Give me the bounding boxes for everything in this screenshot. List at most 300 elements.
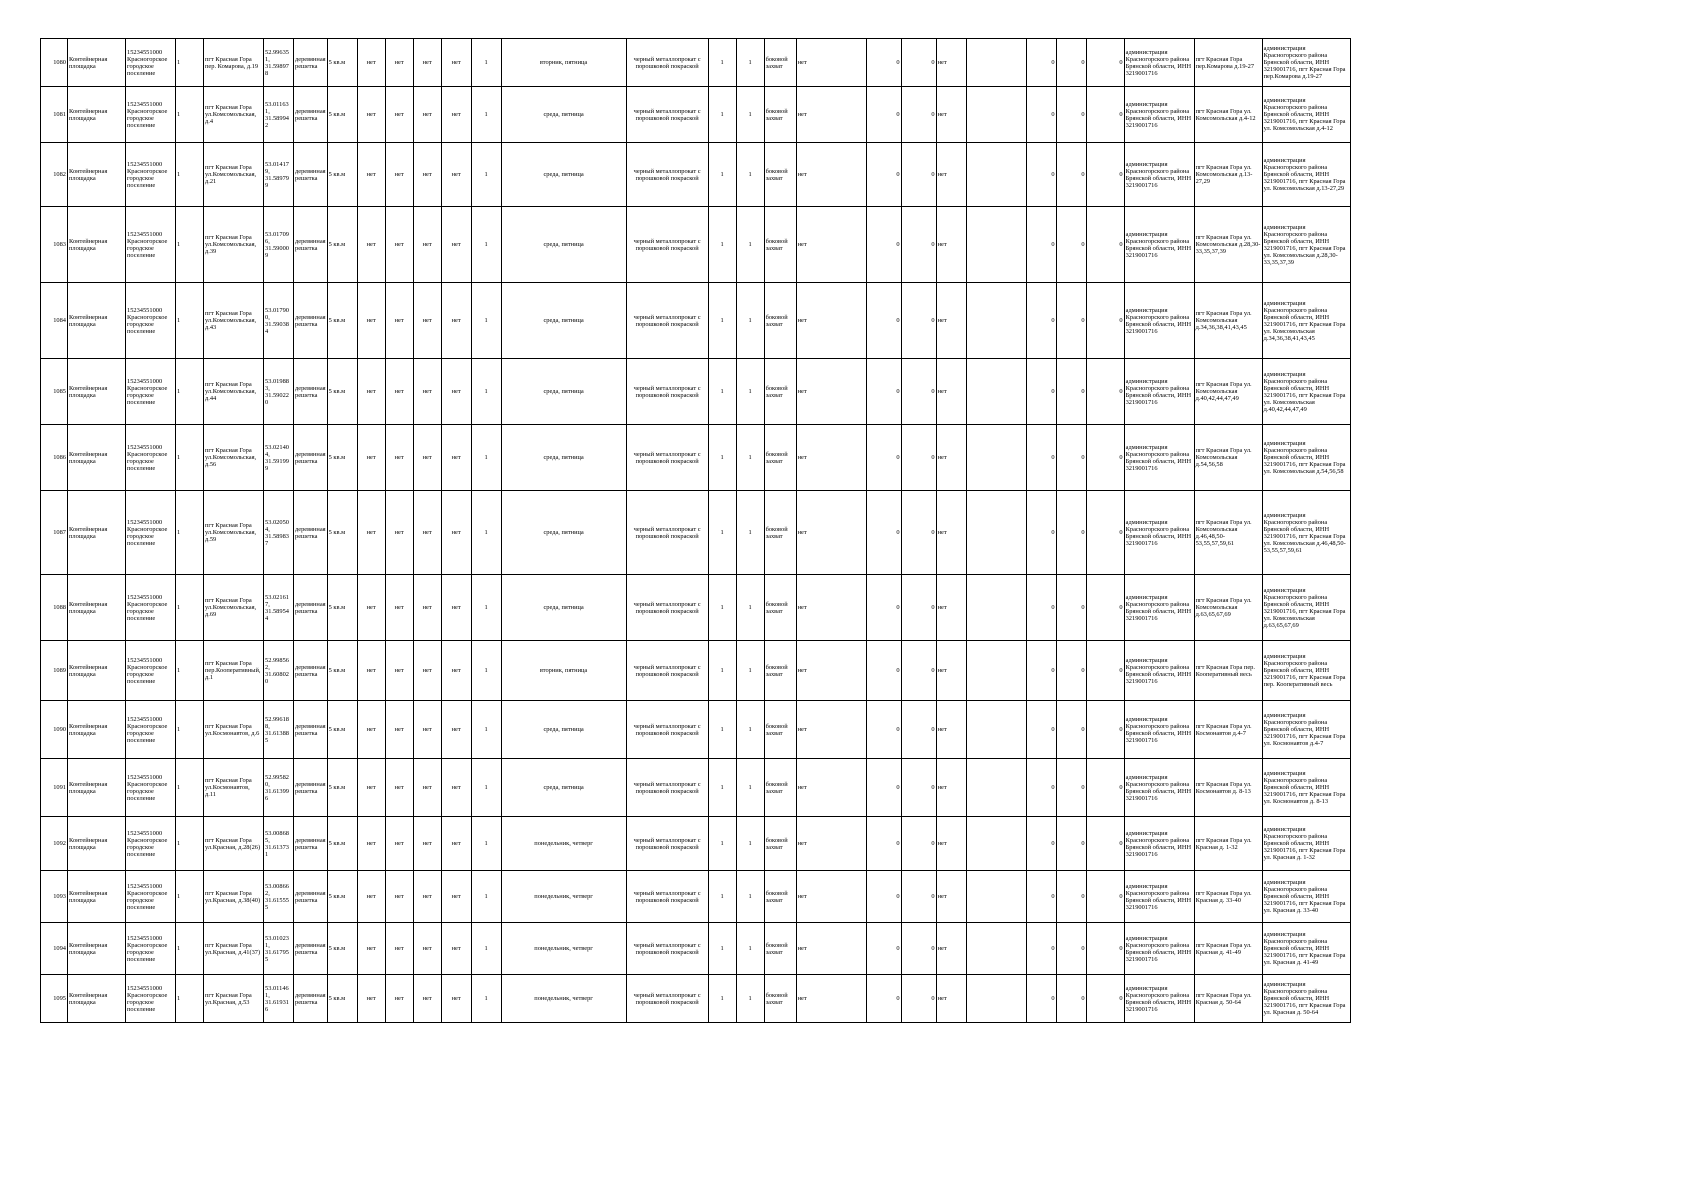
owner-and-sources: администрация Красногорского района Брянской области, ИНН 3219001716, пгт Красная Гора ул. Комсомольская д.54,56,58: [1262, 425, 1350, 491]
loading-type: боковой захват: [764, 87, 796, 143]
coordinates: 53.02161 7, 31.58954 4: [264, 575, 294, 641]
zero-cell: 0: [901, 283, 936, 359]
flag-cell: нет: [936, 87, 966, 143]
flag-cell: нет: [796, 359, 866, 425]
coordinates: 53.02140 4, 31.59199 9: [264, 425, 294, 491]
flag-cell: нет: [441, 923, 471, 975]
volume-cell: 1: [708, 701, 736, 759]
site-type: Контейнерная площадка: [68, 641, 126, 701]
volume-cell: 1: [736, 425, 764, 491]
waste-sources: пгт Красная Гора ул. Красная д. 33-40: [1194, 871, 1262, 923]
zero-cell: 0: [1086, 143, 1124, 207]
flag-cell: нет: [441, 575, 471, 641]
coordinates: 53.00868 5, 31.61373 1: [264, 817, 294, 871]
site-owner: администрация Красногорского района Брянской области, ИНН 3219001716: [1124, 207, 1194, 283]
surface-type: деревянная решетка: [294, 283, 328, 359]
site-address: пгт Красная Гора пер. Комарова, д.19: [204, 39, 264, 87]
volume-cell: 1: [708, 143, 736, 207]
loading-type: боковой захват: [764, 641, 796, 701]
site-address: пгт Красная Гора ул.Комсомольская, д.4: [204, 87, 264, 143]
container-count: 1: [471, 701, 501, 759]
coordinates: 53.01790 0, 31.59038 4: [264, 283, 294, 359]
flag-cell: нет: [441, 87, 471, 143]
municipality: 15234551000 Красногорское городское поселение: [126, 283, 176, 359]
area: 5 кв.м: [327, 425, 357, 491]
coordinates: 53.00866 2, 31.61555 5: [264, 871, 294, 923]
zero-cell: 0: [866, 701, 901, 759]
loading-type: боковой захват: [764, 283, 796, 359]
flag-cell: нет: [413, 491, 441, 575]
zero-cell: 0: [866, 817, 901, 871]
zero-cell: 0: [1086, 39, 1124, 87]
volume-cell: 1: [708, 641, 736, 701]
zero-cell: 0: [1026, 87, 1056, 143]
flag-cell: нет: [385, 283, 413, 359]
table-row: [41, 759, 1351, 817]
zero-cell: 0: [866, 923, 901, 975]
zero-cell: 0: [901, 641, 936, 701]
container-material: черный металлопрокат с порошковой покраской: [626, 817, 708, 871]
count-cell: 1: [176, 759, 204, 817]
surface-type: деревянная решетка: [294, 701, 328, 759]
volume-cell: 1: [708, 759, 736, 817]
municipality: 15234551000 Красногорское городское поселение: [126, 207, 176, 283]
coordinates: 53.01988 3, 31.59022 0: [264, 359, 294, 425]
collection-days: вторник, пятница: [501, 39, 626, 87]
container-count: 1: [471, 759, 501, 817]
volume-cell: 1: [708, 975, 736, 1023]
site-address: пгт Красная Гора пер.Кооперативный, д.1: [204, 641, 264, 701]
owner-and-sources: администрация Красногорского района Брянской области, ИНН 3219001716, пгт Красная Гора ул. Комсомольская д.13-27,29: [1262, 143, 1350, 207]
flag-cell: нет: [385, 359, 413, 425]
row-number: 1090: [41, 701, 68, 759]
flag-cell: нет: [385, 39, 413, 87]
row-number: 1087: [41, 491, 68, 575]
registry-rows: [41, 39, 1351, 1023]
area: 5 кв.м: [327, 817, 357, 871]
zero-cell: 0: [866, 283, 901, 359]
surface-type: деревянная решетка: [294, 923, 328, 975]
table-row: [41, 143, 1351, 207]
row-number: 1085: [41, 359, 68, 425]
site-owner: администрация Красногорского района Брянской области, ИНН 3219001716: [1124, 359, 1194, 425]
zero-cell: 0: [1086, 759, 1124, 817]
flag-cell: нет: [385, 87, 413, 143]
row-number: 1088: [41, 575, 68, 641]
area: 5 кв.м: [327, 87, 357, 143]
zero-cell: 0: [901, 975, 936, 1023]
municipality: 15234551000 Красногорское городское поселение: [126, 425, 176, 491]
flag-cell: нет: [413, 87, 441, 143]
site-address: пгт Красная Гора ул.Космонавтов, д.11: [204, 759, 264, 817]
container-count: 1: [471, 575, 501, 641]
site-address: пгт Красная Гора ул.Красная, д.53: [204, 975, 264, 1023]
flag-cell: нет: [936, 425, 966, 491]
area: 5 кв.м: [327, 359, 357, 425]
area: 5 кв.м: [327, 39, 357, 87]
loading-type: боковой захват: [764, 575, 796, 641]
zero-cell: 0: [1056, 871, 1086, 923]
surface-type: деревянная решетка: [294, 425, 328, 491]
flag-cell: нет: [385, 575, 413, 641]
flag-cell: нет: [936, 759, 966, 817]
row-number: 1084: [41, 283, 68, 359]
flag-cell: нет: [357, 759, 385, 817]
container-count: 1: [471, 425, 501, 491]
zero-cell: 0: [1056, 641, 1086, 701]
municipality: 15234551000 Красногорское городское поселение: [126, 491, 176, 575]
count-cell: 1: [176, 923, 204, 975]
zero-cell: 0: [1026, 975, 1056, 1023]
registry-table: [40, 38, 1351, 1023]
flag-cell: нет: [936, 39, 966, 87]
zero-cell: 0: [1026, 575, 1056, 641]
loading-type: боковой захват: [764, 207, 796, 283]
flag-cell: нет: [796, 283, 866, 359]
site-owner: администрация Красногорского района Брянской области, ИНН 3219001716: [1124, 491, 1194, 575]
site-owner: администрация Красногорского района Брянской области, ИНН 3219001716: [1124, 701, 1194, 759]
empty-cell: [966, 425, 1026, 491]
waste-sources: пгт Красная Гора ул. Комсомольская д.63,65,67,69: [1194, 575, 1262, 641]
container-count: 1: [471, 283, 501, 359]
flag-cell: нет: [357, 701, 385, 759]
flag-cell: нет: [796, 759, 866, 817]
flag-cell: нет: [385, 871, 413, 923]
municipality: 15234551000 Красногорское городское поселение: [126, 39, 176, 87]
container-count: 1: [471, 975, 501, 1023]
container-material: черный металлопрокат с порошковой покраской: [626, 871, 708, 923]
collection-days: среда, пятница: [501, 283, 626, 359]
site-type: Контейнерная площадка: [68, 871, 126, 923]
flag-cell: нет: [357, 143, 385, 207]
flag-cell: нет: [936, 641, 966, 701]
container-count: 1: [471, 641, 501, 701]
collection-days: среда, пятница: [501, 87, 626, 143]
table-row: [41, 701, 1351, 759]
volume-cell: 1: [736, 283, 764, 359]
container-material: черный металлопрокат с порошковой покраской: [626, 143, 708, 207]
container-material: черный металлопрокат с порошковой покраской: [626, 425, 708, 491]
surface-type: деревянная решетка: [294, 575, 328, 641]
zero-cell: 0: [1086, 283, 1124, 359]
volume-cell: 1: [708, 207, 736, 283]
owner-and-sources: администрация Красногорского района Брянской области, ИНН 3219001716, пгт Красная Гора пер.Комарова д.19-27: [1262, 39, 1350, 87]
zero-cell: 0: [1026, 359, 1056, 425]
zero-cell: 0: [1056, 283, 1086, 359]
zero-cell: 0: [866, 425, 901, 491]
collection-days: среда, пятница: [501, 759, 626, 817]
zero-cell: 0: [1026, 923, 1056, 975]
container-material: черный металлопрокат с порошковой покраской: [626, 283, 708, 359]
volume-cell: 1: [736, 923, 764, 975]
empty-cell: [966, 143, 1026, 207]
flag-cell: нет: [796, 871, 866, 923]
site-owner: администрация Красногорского района Брянской области, ИНН 3219001716: [1124, 641, 1194, 701]
count-cell: 1: [176, 871, 204, 923]
municipality: 15234551000 Красногорское городское поселение: [126, 575, 176, 641]
site-owner: администрация Красногорского района Брянской области, ИНН 3219001716: [1124, 425, 1194, 491]
zero-cell: 0: [866, 143, 901, 207]
flag-cell: нет: [385, 975, 413, 1023]
site-address: пгт Красная Гора ул.Комсомольская, д.69: [204, 575, 264, 641]
site-owner: администрация Красногорского района Брянской области, ИНН 3219001716: [1124, 143, 1194, 207]
count-cell: 1: [176, 283, 204, 359]
volume-cell: 1: [708, 491, 736, 575]
zero-cell: 0: [1056, 39, 1086, 87]
collection-days: среда, пятница: [501, 207, 626, 283]
container-count: 1: [471, 871, 501, 923]
flag-cell: нет: [441, 817, 471, 871]
empty-cell: [966, 39, 1026, 87]
flag-cell: нет: [385, 425, 413, 491]
loading-type: боковой захват: [764, 701, 796, 759]
count-cell: 1: [176, 87, 204, 143]
zero-cell: 0: [901, 575, 936, 641]
row-number: 1094: [41, 923, 68, 975]
collection-days: понедельник, четверг: [501, 923, 626, 975]
table-row: [41, 87, 1351, 143]
waste-sources: пгт Красная Гора ул. Красная д. 50-64: [1194, 975, 1262, 1023]
loading-type: боковой захват: [764, 871, 796, 923]
site-address: пгт Красная Гора ул.Красная, д.28(26): [204, 817, 264, 871]
zero-cell: 0: [1056, 143, 1086, 207]
waste-sources: пгт Красная Гора ул. Комсомольская д.28,30-33,35,37,39: [1194, 207, 1262, 283]
site-owner: администрация Красногорского района Брянской области, ИНН 3219001716: [1124, 87, 1194, 143]
area: 5 кв.м: [327, 207, 357, 283]
empty-cell: [966, 975, 1026, 1023]
municipality: 15234551000 Красногорское городское поселение: [126, 975, 176, 1023]
flag-cell: нет: [796, 975, 866, 1023]
flag-cell: нет: [357, 207, 385, 283]
container-material: черный металлопрокат с порошковой покраской: [626, 359, 708, 425]
container-count: 1: [471, 87, 501, 143]
zero-cell: 0: [1086, 923, 1124, 975]
table-row: [41, 207, 1351, 283]
zero-cell: 0: [1026, 143, 1056, 207]
collection-days: понедельник, четверг: [501, 975, 626, 1023]
container-count: 1: [471, 39, 501, 87]
row-number: 1080: [41, 39, 68, 87]
site-address: пгт Красная Гора ул.Комсомольская, д.39: [204, 207, 264, 283]
flag-cell: нет: [357, 39, 385, 87]
zero-cell: 0: [1026, 701, 1056, 759]
site-type: Контейнерная площадка: [68, 975, 126, 1023]
surface-type: деревянная решетка: [294, 143, 328, 207]
zero-cell: 0: [866, 39, 901, 87]
flag-cell: нет: [936, 283, 966, 359]
zero-cell: 0: [1026, 871, 1056, 923]
coordinates: 53.01163 1, 31.58994 2: [264, 87, 294, 143]
municipality: 15234551000 Красногорское городское поселение: [126, 359, 176, 425]
container-count: 1: [471, 491, 501, 575]
row-number: 1095: [41, 975, 68, 1023]
zero-cell: 0: [1026, 641, 1056, 701]
municipality: 15234551000 Красногорское городское поселение: [126, 87, 176, 143]
container-material: черный металлопрокат с порошковой покраской: [626, 701, 708, 759]
zero-cell: 0: [1026, 283, 1056, 359]
collection-days: среда, пятница: [501, 701, 626, 759]
flag-cell: нет: [413, 143, 441, 207]
zero-cell: 0: [1056, 425, 1086, 491]
flag-cell: нет: [413, 425, 441, 491]
loading-type: боковой захват: [764, 923, 796, 975]
volume-cell: 1: [736, 207, 764, 283]
zero-cell: 0: [1056, 923, 1086, 975]
area: 5 кв.м: [327, 701, 357, 759]
surface-type: деревянная решетка: [294, 207, 328, 283]
flag-cell: нет: [413, 641, 441, 701]
coordinates: 52.99635 1, 31.59897 8: [264, 39, 294, 87]
flag-cell: нет: [413, 975, 441, 1023]
flag-cell: нет: [936, 975, 966, 1023]
flag-cell: нет: [796, 207, 866, 283]
container-count: 1: [471, 923, 501, 975]
flag-cell: нет: [357, 871, 385, 923]
coordinates: 53.01146 1, 31.61931 6: [264, 975, 294, 1023]
collection-days: среда, пятница: [501, 491, 626, 575]
flag-cell: нет: [413, 871, 441, 923]
flag-cell: нет: [385, 817, 413, 871]
flag-cell: нет: [796, 425, 866, 491]
owner-and-sources: администрация Красногорского района Брянской области, ИНН 3219001716, пгт Красная Гора ул. Красная д. 50-64: [1262, 975, 1350, 1023]
flag-cell: нет: [441, 491, 471, 575]
container-count: 1: [471, 207, 501, 283]
surface-type: деревянная решетка: [294, 759, 328, 817]
count-cell: 1: [176, 975, 204, 1023]
flag-cell: нет: [441, 425, 471, 491]
volume-cell: 1: [708, 923, 736, 975]
zero-cell: 0: [901, 759, 936, 817]
surface-type: деревянная решетка: [294, 871, 328, 923]
coordinates: 52.99582 0, 31.61399 6: [264, 759, 294, 817]
zero-cell: 0: [1086, 641, 1124, 701]
zero-cell: 0: [866, 491, 901, 575]
empty-cell: [966, 359, 1026, 425]
container-material: черный металлопрокат с порошковой покраской: [626, 39, 708, 87]
flag-cell: нет: [441, 39, 471, 87]
flag-cell: нет: [936, 491, 966, 575]
empty-cell: [966, 871, 1026, 923]
municipality: 15234551000 Красногорское городское поселение: [126, 871, 176, 923]
flag-cell: нет: [936, 701, 966, 759]
owner-and-sources: администрация Красногорского района Брянской области, ИНН 3219001716, пгт Красная Гора пер. Кооперативный весь: [1262, 641, 1350, 701]
count-cell: 1: [176, 359, 204, 425]
count-cell: 1: [176, 39, 204, 87]
zero-cell: 0: [1056, 207, 1086, 283]
count-cell: 1: [176, 143, 204, 207]
area: 5 кв.м: [327, 871, 357, 923]
flag-cell: нет: [357, 359, 385, 425]
zero-cell: 0: [1056, 975, 1086, 1023]
owner-and-sources: администрация Красногорского района Брянской области, ИНН 3219001716, пгт Красная Гора ул. Комсомольская д.40,42,44,47,49: [1262, 359, 1350, 425]
container-material: черный металлопрокат с порошковой покраской: [626, 759, 708, 817]
empty-cell: [966, 207, 1026, 283]
volume-cell: 1: [736, 759, 764, 817]
empty-cell: [966, 87, 1026, 143]
zero-cell: 0: [901, 923, 936, 975]
count-cell: 1: [176, 701, 204, 759]
empty-cell: [966, 817, 1026, 871]
row-number: 1082: [41, 143, 68, 207]
site-owner: администрация Красногорского района Брянской области, ИНН 3219001716: [1124, 283, 1194, 359]
coordinates: 52.99856 2, 31.60802 0: [264, 641, 294, 701]
flag-cell: нет: [357, 923, 385, 975]
container-material: черный металлопрокат с порошковой покраской: [626, 923, 708, 975]
container-material: черный металлопрокат с порошковой покраской: [626, 575, 708, 641]
collection-days: среда, пятница: [501, 359, 626, 425]
loading-type: боковой захват: [764, 491, 796, 575]
waste-sources: пгт Красная Гора ул. Комсомольская д.34,36,38,41,43,45: [1194, 283, 1262, 359]
flag-cell: нет: [796, 817, 866, 871]
volume-cell: 1: [708, 817, 736, 871]
zero-cell: 0: [1056, 87, 1086, 143]
row-number: 1093: [41, 871, 68, 923]
flag-cell: нет: [357, 641, 385, 701]
table-row: [41, 575, 1351, 641]
zero-cell: 0: [1056, 701, 1086, 759]
zero-cell: 0: [901, 87, 936, 143]
site-type: Контейнерная площадка: [68, 575, 126, 641]
zero-cell: 0: [1026, 207, 1056, 283]
owner-and-sources: администрация Красногорского района Брянской области, ИНН 3219001716, пгт Красная Гора ул. Комсомольская д.28,30-33,35,37,39: [1262, 207, 1350, 283]
table-row: [41, 491, 1351, 575]
zero-cell: 0: [866, 759, 901, 817]
flag-cell: нет: [413, 283, 441, 359]
zero-cell: 0: [901, 817, 936, 871]
surface-type: деревянная решетка: [294, 39, 328, 87]
zero-cell: 0: [1026, 759, 1056, 817]
site-owner: администрация Красногорского района Брянской области, ИНН 3219001716: [1124, 871, 1194, 923]
site-type: Контейнерная площадка: [68, 491, 126, 575]
coordinates: 53.01417 9, 31.58979 9: [264, 143, 294, 207]
zero-cell: 0: [901, 143, 936, 207]
volume-cell: 1: [736, 359, 764, 425]
site-address: пгт Красная Гора ул.Комсомольская, д.21: [204, 143, 264, 207]
waste-sources: пгт Красная Гора ул. Комсомольская д.54,56,58: [1194, 425, 1262, 491]
empty-cell: [966, 491, 1026, 575]
zero-cell: 0: [1086, 87, 1124, 143]
zero-cell: 0: [866, 87, 901, 143]
owner-and-sources: администрация Красногорского района Брянской области, ИНН 3219001716, пгт Красная Гора ул. Космонавтов д. 8-13: [1262, 759, 1350, 817]
container-count: 1: [471, 143, 501, 207]
surface-type: деревянная решетка: [294, 87, 328, 143]
zero-cell: 0: [866, 975, 901, 1023]
zero-cell: 0: [1086, 359, 1124, 425]
flag-cell: нет: [441, 359, 471, 425]
municipality: 15234551000 Красногорское городское поселение: [126, 143, 176, 207]
collection-days: среда, пятница: [501, 425, 626, 491]
volume-cell: 1: [708, 575, 736, 641]
empty-cell: [966, 701, 1026, 759]
empty-cell: [966, 923, 1026, 975]
site-type: Контейнерная площадка: [68, 923, 126, 975]
area: 5 кв.м: [327, 575, 357, 641]
loading-type: боковой захват: [764, 143, 796, 207]
zero-cell: 0: [866, 207, 901, 283]
flag-cell: нет: [413, 817, 441, 871]
waste-sources: пгт Красная Гора ул. Космонавтов д. 8-13: [1194, 759, 1262, 817]
table-row: [41, 283, 1351, 359]
site-type: Контейнерная площадка: [68, 39, 126, 87]
empty-cell: [966, 641, 1026, 701]
site-address: пгт Красная Гора ул.Красная, д.41(37): [204, 923, 264, 975]
flag-cell: нет: [936, 575, 966, 641]
row-number: 1089: [41, 641, 68, 701]
container-count: 1: [471, 359, 501, 425]
zero-cell: 0: [866, 641, 901, 701]
table-row: [41, 817, 1351, 871]
flag-cell: нет: [357, 491, 385, 575]
